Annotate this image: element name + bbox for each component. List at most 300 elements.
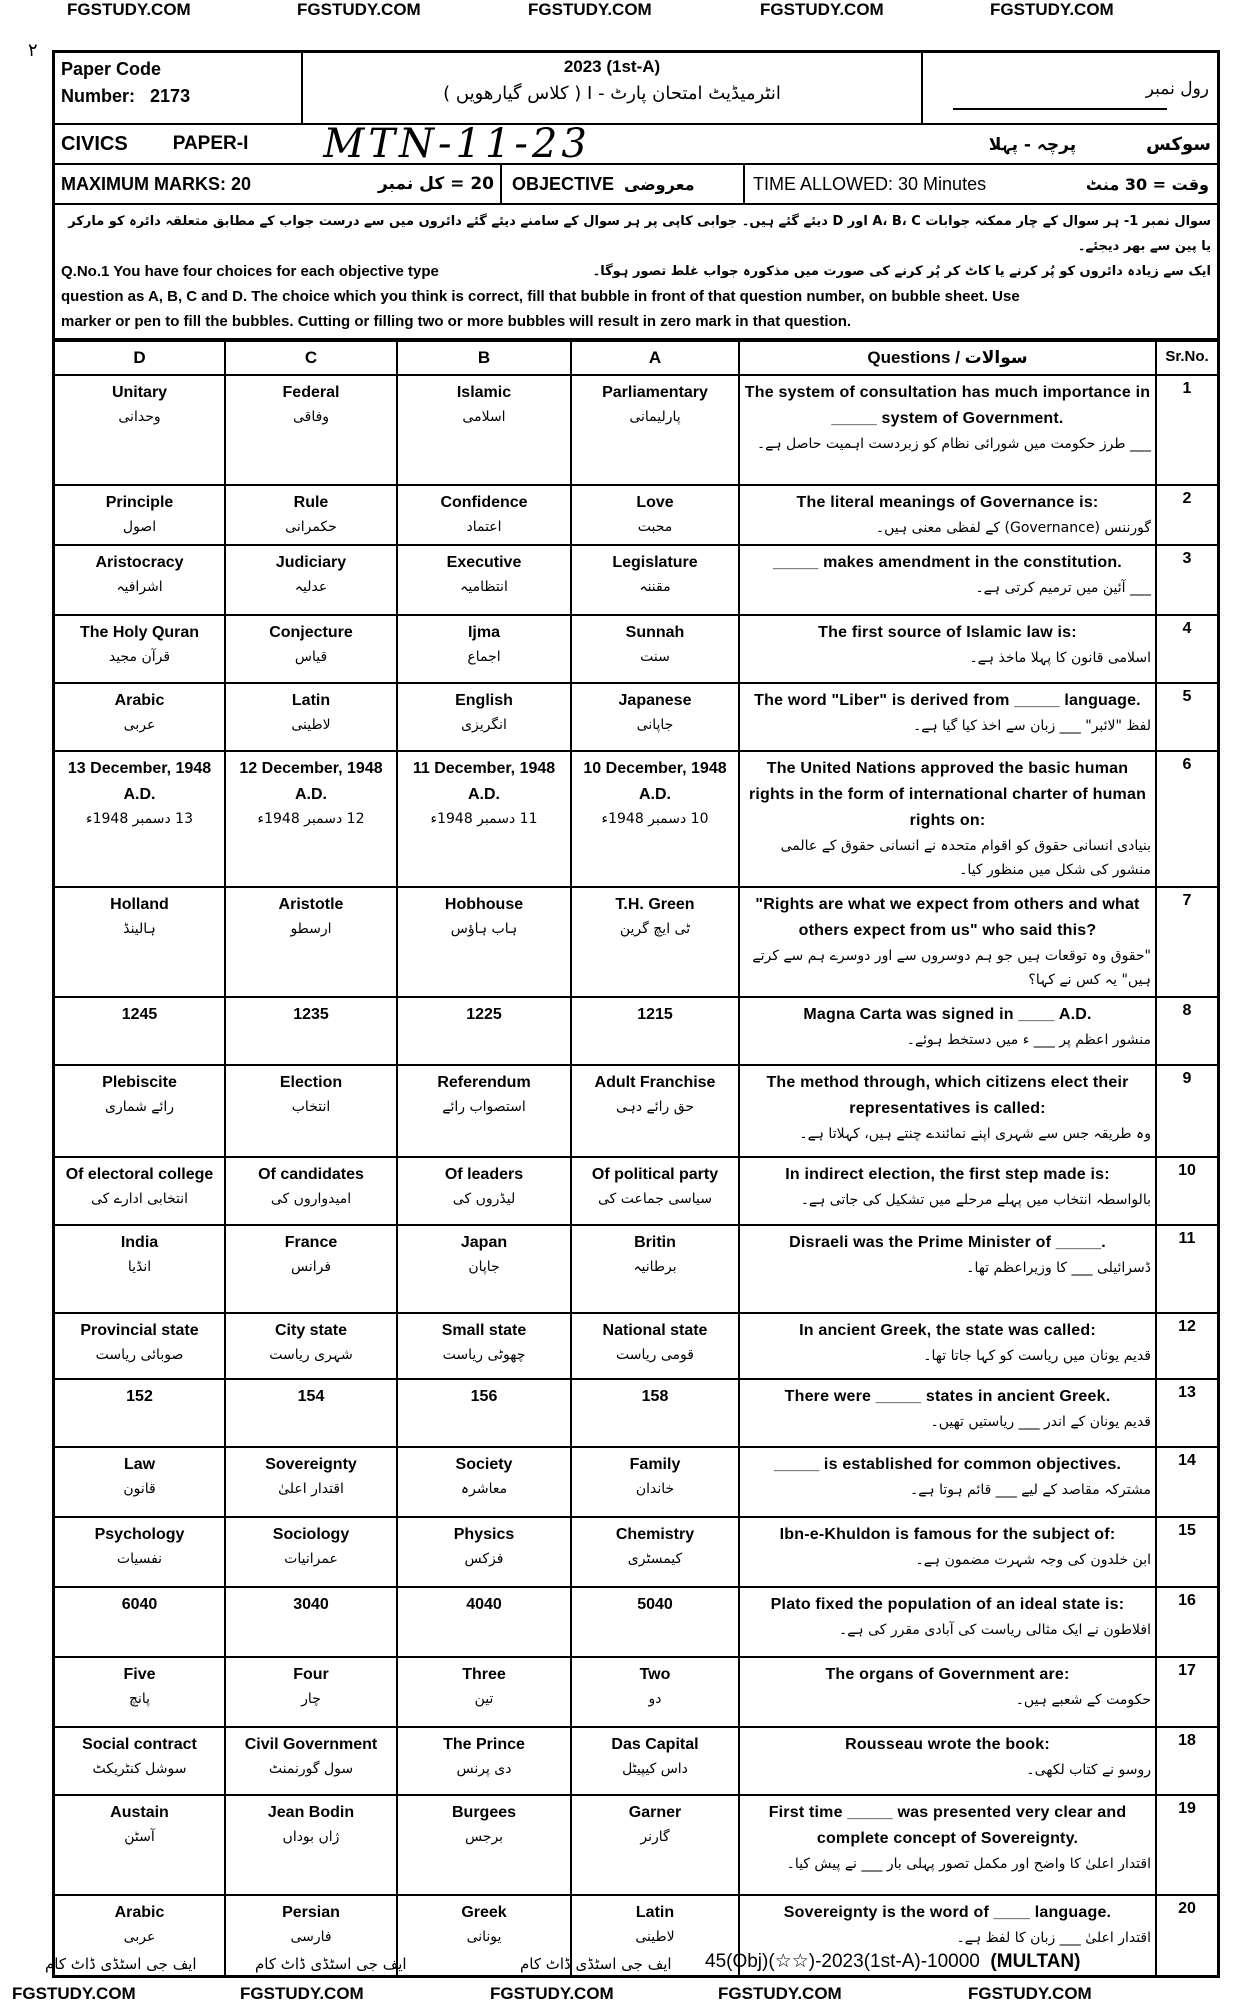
option-d-urdu: عربی xyxy=(123,717,156,733)
option-a-cell xyxy=(571,887,739,997)
option-a-urdu: سنت xyxy=(640,649,670,665)
question-text: The United Nations approved the basic human rights in the form of international charter of human rights on: xyxy=(748,760,1147,829)
table-header-row xyxy=(55,341,1217,375)
option-b-text: Greek xyxy=(461,1904,507,1921)
option-b-text: Of leaders xyxy=(444,1166,524,1183)
option-d-cell xyxy=(55,615,225,683)
option-b-cell xyxy=(397,1447,571,1517)
option-d-text: Of electoral college xyxy=(65,1166,214,1183)
option-a-cell xyxy=(571,1313,739,1379)
option-d-text: 152 xyxy=(126,1388,153,1405)
option-a-text: Love xyxy=(636,494,674,511)
option-a-text: Latin xyxy=(635,1904,675,1921)
option-b-urdu: دی پرنس xyxy=(456,1761,512,1777)
option-d-text: Austain xyxy=(110,1804,169,1821)
option-d-urdu: وحدانی xyxy=(118,409,161,425)
option-a-urdu: خاندان xyxy=(635,1481,675,1497)
option-c-cell xyxy=(225,1727,397,1795)
option-c-urdu: ارسطو xyxy=(290,921,332,937)
option-d-urdu: پانچ xyxy=(128,1691,151,1707)
option-d-text: 13 December, 1948 A.D. xyxy=(67,760,212,803)
option-a-cell xyxy=(571,1447,739,1517)
option-b-cell xyxy=(397,1379,571,1447)
option-b-cell xyxy=(397,1313,571,1379)
question-cell xyxy=(739,1517,1156,1587)
option-a-cell xyxy=(571,1587,739,1657)
exam-title-box xyxy=(303,53,923,123)
option-c-text: 3040 xyxy=(293,1596,329,1613)
paper-urdu: پرچہ - پہلا xyxy=(988,134,1077,155)
option-c-urdu: سول گورنمنٹ xyxy=(268,1761,354,1777)
option-b-urdu: 11 دسمبر 1948ء xyxy=(430,811,538,827)
option-c-urdu: وفاقی xyxy=(292,409,330,425)
serial-number: 2 xyxy=(1156,485,1217,545)
question-text: Magna Carta was signed in ____ A.D. xyxy=(803,1006,1092,1023)
time-urdu: وقت = 30 منٹ xyxy=(1085,174,1209,194)
table-row xyxy=(55,1587,1217,1657)
option-c-cell xyxy=(225,1587,397,1657)
watermark-text: FGSTUDY.COM xyxy=(12,1984,136,2003)
roll-number-field[interactable] xyxy=(953,108,1167,110)
question-cell xyxy=(739,997,1156,1065)
exam-session: 2023 (1st-A) xyxy=(563,57,661,76)
question-text-urdu: حکومت کے شعبے ہیں۔ xyxy=(1015,1692,1151,1708)
option-d-urdu: انتخابی ادارے کی xyxy=(90,1191,189,1207)
option-c-text: Federal xyxy=(282,384,340,401)
option-a-text: Two xyxy=(639,1666,671,1683)
option-a-cell xyxy=(571,683,739,751)
table-row xyxy=(55,1313,1217,1379)
question-text: In indirect election, the first step made is: xyxy=(785,1166,1110,1183)
option-c-urdu: ژاں بوداں xyxy=(282,1829,340,1845)
option-d-text: Aristocracy xyxy=(95,554,184,571)
option-b-cell xyxy=(397,1657,571,1727)
instructions-urdu-2: ایک سے زیادہ دائروں کو پُر کرنے یا کاٹ کر پُر کرنے کی صورت میں مذکورہ جواب غلط تصور ہوگا۔ xyxy=(592,264,1211,279)
option-a-text: 158 xyxy=(641,1388,669,1405)
subject-urdu: سوکس xyxy=(1146,133,1211,155)
question-cell xyxy=(739,1727,1156,1795)
header-row-subject xyxy=(55,121,1217,167)
option-b-cell xyxy=(397,887,571,997)
option-b-urdu: چھوٹی ریاست xyxy=(442,1347,526,1363)
question-text-urdu: بالواسطہ انتخاب میں پہلے مرحلے میں تشکیل کی جاتی ہے۔ xyxy=(800,1192,1151,1208)
instructions-urdu-1: سوال نمبر 1- ہر سوال کے چار ممکنہ جوابات A، B، C اور D دیئے گئے ہیں۔ جوابی کاپی پر ہر سوال کے سامنے دیئے گئے دائروں میں سے درست جواب کے مطابق متعلقہ دائرہ کو مارکر یا پین سے بھر دیجئے۔ xyxy=(68,214,1211,254)
option-b-cell xyxy=(397,751,571,887)
option-a-cell xyxy=(571,545,739,615)
option-a-text: Japanese xyxy=(618,692,692,709)
option-b-cell xyxy=(397,615,571,683)
option-c-cell xyxy=(225,485,397,545)
question-text-urdu: روسو نے کتاب لکھی۔ xyxy=(1026,1762,1151,1778)
option-b-urdu: اسلامی xyxy=(462,409,506,425)
question-text: The first source of Islamic law is: xyxy=(818,624,1077,641)
option-c-text: Conjecture xyxy=(269,624,353,641)
option-b-urdu: ہاب ہاؤس xyxy=(450,921,518,937)
question-text-urdu: بنیادی انسانی حقوق کو اقوام متحدہ نے انسانی حقوق کے عالمی منشور کی شکل میں منظور کیا۔ xyxy=(780,838,1151,878)
watermark-text: FGSTUDY.COM xyxy=(490,1984,614,2003)
option-a-text: Family xyxy=(629,1456,681,1473)
option-b-urdu: انگریزی xyxy=(461,717,507,733)
option-c-text: Persian xyxy=(282,1904,340,1921)
option-a-cell xyxy=(571,1379,739,1447)
option-c-urdu: انتخاب xyxy=(291,1099,331,1115)
option-c-text: Aristotle xyxy=(278,896,344,913)
option-b-cell xyxy=(397,1225,571,1313)
option-c-text: Judiciary xyxy=(275,554,347,571)
table-row xyxy=(55,887,1217,997)
column-header-d: D xyxy=(55,341,225,375)
watermark-text: FGSTUDY.COM xyxy=(718,1984,842,2003)
option-c-cell xyxy=(225,1657,397,1727)
option-d-cell xyxy=(55,751,225,887)
option-c-text: Latin xyxy=(291,692,331,709)
question-text-urdu: لفظ "لائبر" ___ زبان سے اخذ کیا گیا ہے۔ xyxy=(913,718,1151,734)
option-b-text: Three xyxy=(462,1666,506,1683)
option-b-text: Referendum xyxy=(437,1074,531,1091)
watermark-text: FGSTUDY.COM xyxy=(990,0,1114,19)
question-text-urdu: ___ طرز حکومت میں شورائی نظام کو زبردست اہمیت حاصل ہے۔ xyxy=(756,436,1151,452)
option-b-text: English xyxy=(455,692,513,709)
option-d-urdu: ہالینڈ xyxy=(123,921,156,937)
option-a-text: 10 December, 1948 A.D. xyxy=(583,760,727,803)
question-text: The literal meanings of Governance is: xyxy=(796,494,1099,511)
table-row xyxy=(55,1447,1217,1517)
table-row xyxy=(55,751,1217,887)
option-c-text: City state xyxy=(274,1322,348,1339)
option-c-urdu: اقتدار اعلیٰ xyxy=(278,1481,344,1497)
option-c-cell xyxy=(225,375,397,485)
option-b-text: Islamic xyxy=(456,384,512,401)
option-c-urdu: 12 دسمبر 1948ء xyxy=(257,811,365,827)
table-row xyxy=(55,375,1217,485)
question-text: The system of consultation has much importance in _____ system of Government. xyxy=(744,384,1151,427)
option-a-urdu: سیاسی جماعت کی xyxy=(598,1191,712,1207)
question-cell xyxy=(739,751,1156,887)
option-b-text: The Prince xyxy=(443,1736,525,1753)
question-text-urdu: ___ آئین میں ترمیم کرتی ہے۔ xyxy=(975,580,1151,596)
header-row-paper-code xyxy=(55,53,1217,125)
option-c-cell xyxy=(225,1379,397,1447)
option-a-cell xyxy=(571,751,739,887)
question-text-urdu: اقتدار اعلیٰ ___ زبان کا لفظ ہے۔ xyxy=(956,1930,1151,1946)
question-cell xyxy=(739,615,1156,683)
option-a-urdu: 10 دسمبر 1948ء xyxy=(601,811,709,827)
question-text: Sovereignty is the word of ____ language. xyxy=(783,1904,1112,1921)
instructions-english-3: marker or pen to fill the bubbles. Cutting or filling two or more bubbles will result in zero mark in that question. xyxy=(61,313,852,330)
option-c-text: Four xyxy=(293,1666,329,1683)
question-text-urdu: ڈسرائیلی ___ کا وزیراعظم تھا۔ xyxy=(966,1260,1151,1276)
option-d-text: Law xyxy=(123,1456,156,1473)
question-text: _____ makes amendment in the constitution. xyxy=(773,554,1122,571)
serial-number: 4 xyxy=(1156,615,1217,683)
option-b-cell xyxy=(397,683,571,751)
question-text: The method through, which citizens elect their representatives is called: xyxy=(766,1074,1129,1117)
option-c-cell xyxy=(225,1517,397,1587)
watermark-text: FGSTUDY.COM xyxy=(968,1984,1092,2003)
option-d-cell xyxy=(55,1657,225,1727)
option-a-urdu: لاطینی xyxy=(635,1929,675,1945)
table-row xyxy=(55,1225,1217,1313)
question-text-urdu: اقتدار اعلیٰ کا واضح اور مکمل تصور پہلی بار ___ نے پیش کیا۔ xyxy=(786,1856,1151,1872)
option-d-cell xyxy=(55,887,225,997)
handwritten-code: MTN-11-23 xyxy=(323,121,591,167)
option-d-urdu: عربی xyxy=(123,1929,156,1945)
table-row xyxy=(55,1657,1217,1727)
option-d-cell xyxy=(55,1157,225,1225)
option-a-urdu: جاپانی xyxy=(636,717,674,733)
option-a-text: Of political party xyxy=(591,1166,719,1183)
option-d-urdu: قانون xyxy=(123,1481,156,1497)
serial-number: 10 xyxy=(1156,1157,1217,1225)
option-a-urdu: مقننہ xyxy=(639,579,671,595)
question-text-urdu: مشترکہ مقاصد کے لیے ___ قائم ہوتا ہے۔ xyxy=(910,1482,1151,1498)
paper-footer-code xyxy=(705,1950,1080,1973)
option-a-cell xyxy=(571,997,739,1065)
watermark-row-top xyxy=(0,0,1250,24)
option-b-cell xyxy=(397,1517,571,1587)
watermark-row-bottom xyxy=(0,1984,1250,2004)
watermark-text: FGSTUDY.COM xyxy=(297,0,421,19)
instructions xyxy=(55,205,1217,340)
option-d-cell xyxy=(55,1379,225,1447)
table-row xyxy=(55,997,1217,1065)
question-cell xyxy=(739,1587,1156,1657)
option-c-cell xyxy=(225,887,397,997)
table-row xyxy=(55,1379,1217,1447)
table-row xyxy=(55,485,1217,545)
question-text: There were _____ states in ancient Greek. xyxy=(784,1388,1111,1405)
option-a-text: Legislature xyxy=(612,554,698,571)
question-text: Plato fixed the population of an ideal state is: xyxy=(770,1596,1125,1613)
option-d-urdu: نفسیات xyxy=(116,1551,163,1567)
question-text: "Rights are what we expect from others and what others expect from us" who said this? xyxy=(755,896,1140,939)
question-text: _____ is established for common objectives. xyxy=(773,1456,1122,1473)
option-c-cell xyxy=(225,1157,397,1225)
serial-number: 9 xyxy=(1156,1065,1217,1157)
option-d-urdu: صوبائی ریاست xyxy=(95,1347,184,1363)
option-b-text: 1225 xyxy=(466,1006,502,1023)
question-text-urdu: افلاطون نے ایک مثالی ریاست کی آبادی مقرر کی ہے۔ xyxy=(839,1622,1151,1638)
objective-label: OBJECTIVE xyxy=(512,173,615,194)
option-c-text: Sociology xyxy=(272,1526,350,1543)
option-a-urdu: دو xyxy=(648,1691,662,1707)
table-row xyxy=(55,683,1217,751)
option-d-urdu: قرآن مجید xyxy=(108,649,171,665)
question-cell xyxy=(739,1795,1156,1895)
watermark-text: FGSTUDY.COM xyxy=(760,0,884,19)
option-a-cell xyxy=(571,1517,739,1587)
option-c-cell xyxy=(225,751,397,887)
option-b-text: Society xyxy=(455,1456,513,1473)
serial-number: 16 xyxy=(1156,1587,1217,1657)
option-d-text: Holland xyxy=(110,896,169,913)
question-text: Disraeli was the Prime Minister of _____. xyxy=(789,1234,1106,1251)
option-c-text: Sovereignty xyxy=(265,1456,357,1473)
option-d-urdu: رائے شماری xyxy=(104,1099,174,1115)
question-cell xyxy=(739,1225,1156,1313)
serial-number: 8 xyxy=(1156,997,1217,1065)
option-d-cell xyxy=(55,997,225,1065)
question-text: First time _____ was presented very clear and complete concept of Sovereignty. xyxy=(768,1804,1127,1847)
option-b-text: Executive xyxy=(446,554,522,571)
question-text: In ancient Greek, the state was called: xyxy=(799,1322,1096,1339)
option-d-urdu: سوشل کنٹریکٹ xyxy=(92,1761,187,1777)
footer-city: (MULTAN) xyxy=(990,1951,1081,1972)
option-d-text: Principle xyxy=(105,494,174,511)
serial-number: 19 xyxy=(1156,1795,1217,1895)
option-c-cell xyxy=(225,1447,397,1517)
question-text: Rousseau wrote the book: xyxy=(845,1736,1050,1753)
option-b-text: Small state xyxy=(441,1322,527,1339)
table-row xyxy=(55,1727,1217,1795)
serial-number: 12 xyxy=(1156,1313,1217,1379)
serial-number: 1 xyxy=(1156,375,1217,485)
option-d-text: Plebiscite xyxy=(102,1074,177,1091)
option-d-urdu: اصول xyxy=(122,519,157,535)
roll-number-label: رول نمبر xyxy=(1145,79,1209,99)
option-c-cell xyxy=(225,615,397,683)
option-a-text: Britin xyxy=(634,1234,676,1251)
option-a-urdu: قومی ریاست xyxy=(616,1347,694,1363)
serial-number: 11 xyxy=(1156,1225,1217,1313)
column-header-questions: Questions / سوالات xyxy=(739,341,1156,375)
option-b-text: Japan xyxy=(460,1234,508,1251)
option-d-text: Provincial state xyxy=(80,1322,199,1339)
questions-table xyxy=(55,340,1217,1975)
option-c-cell xyxy=(225,1313,397,1379)
serial-number: 6 xyxy=(1156,751,1217,887)
option-a-text: 5040 xyxy=(637,1596,673,1613)
option-a-text: Parliamentary xyxy=(602,384,708,401)
option-d-cell xyxy=(55,1727,225,1795)
table-row xyxy=(55,615,1217,683)
question-cell xyxy=(739,1379,1156,1447)
table-row xyxy=(55,1157,1217,1225)
option-d-cell xyxy=(55,1795,225,1895)
serial-number: 14 xyxy=(1156,1447,1217,1517)
option-b-text: Hobhouse xyxy=(444,896,524,913)
option-d-text: 6040 xyxy=(121,1596,158,1613)
footer-code-suffix: )-2023(1st-A)-10000 xyxy=(808,1951,980,1972)
option-c-text: Of candidates xyxy=(258,1166,364,1183)
option-d-text: Five xyxy=(123,1666,156,1683)
column-header-srno: Sr.No. xyxy=(1156,341,1217,375)
option-d-cell xyxy=(55,485,225,545)
option-b-cell xyxy=(397,545,571,615)
option-d-cell xyxy=(55,1065,225,1157)
option-c-urdu: امیدواروں کی xyxy=(270,1191,352,1207)
option-d-text: Unitary xyxy=(111,384,168,401)
watermark-text: FGSTUDY.COM xyxy=(67,0,191,19)
option-c-cell xyxy=(225,545,397,615)
serial-number: 18 xyxy=(1156,1727,1217,1795)
question-text: Ibn-e-Khuldon is famous for the subject of: xyxy=(779,1526,1116,1543)
option-b-cell xyxy=(397,1157,571,1225)
option-d-urdu: آسٹن xyxy=(124,1829,155,1845)
question-cell xyxy=(739,1065,1156,1157)
option-c-text: 154 xyxy=(297,1388,325,1405)
option-b-text: Physics xyxy=(453,1526,515,1543)
option-b-text: Confidence xyxy=(440,494,528,511)
question-cell xyxy=(739,1313,1156,1379)
option-c-text: Jean Bodin xyxy=(267,1804,355,1821)
objective-urdu: معروضی xyxy=(624,174,695,194)
column-header-c: C xyxy=(225,341,397,375)
header-row-marks xyxy=(55,165,1217,205)
option-c-text: Rule xyxy=(293,494,329,511)
option-a-cell xyxy=(571,1065,739,1157)
option-b-cell xyxy=(397,997,571,1065)
exam-title-urdu: انٹرمیڈیٹ امتحان پارٹ - I ( کلاس گیارھویں ) xyxy=(443,83,781,104)
question-cell xyxy=(739,1157,1156,1225)
option-b-text: 11 December, 1948 A.D. xyxy=(412,760,556,803)
question-text-urdu: قدیم یونان میں ریاست کو کہا جاتا تھا۔ xyxy=(923,1348,1151,1364)
option-b-urdu: یونانی xyxy=(466,1929,502,1945)
option-d-cell xyxy=(55,1517,225,1587)
option-a-cell xyxy=(571,1157,739,1225)
option-a-cell xyxy=(571,1657,739,1727)
option-b-cell xyxy=(397,485,571,545)
serial-number: 17 xyxy=(1156,1657,1217,1727)
table-row xyxy=(55,1795,1217,1895)
footer-urdu-watermark-1: ایف جی اسٹڈی ڈاٹ کام xyxy=(45,1955,197,1973)
option-b-text: Burgees xyxy=(451,1804,517,1821)
option-b-cell xyxy=(397,375,571,485)
option-d-text: Arabic xyxy=(114,1904,165,1921)
question-text-urdu: اسلامی قانون کا پہلا ماخذ ہے۔ xyxy=(969,650,1151,666)
total-marks-urdu: 20 = کل نمبر xyxy=(377,174,494,194)
option-d-urdu: 13 دسمبر 1948ء xyxy=(86,811,193,827)
question-text-urdu: ابن خلدون کی وجہ شہرت مضمون ہے۔ xyxy=(915,1552,1151,1568)
option-a-cell xyxy=(571,485,739,545)
option-a-urdu: پارلیمانی xyxy=(629,409,681,425)
option-a-cell xyxy=(571,615,739,683)
option-a-cell xyxy=(571,1225,739,1313)
max-marks-box xyxy=(55,165,502,203)
table-row xyxy=(55,1517,1217,1587)
option-a-text: Garner xyxy=(628,1804,682,1821)
instructions-english-1: Q.No.1 You have four choices for each objective type xyxy=(61,263,439,280)
paper-code-box xyxy=(55,53,303,123)
option-a-text: National state xyxy=(602,1322,708,1339)
question-cell xyxy=(739,887,1156,997)
option-d-text: 1245 xyxy=(121,1006,158,1023)
option-d-cell xyxy=(55,375,225,485)
question-text: The word "Liber" is derived from _____ language. xyxy=(754,692,1141,709)
objective-box xyxy=(502,165,745,203)
question-text-urdu: وہ طریقہ جس سے شہری اپنے نمائندے چنتے ہیں، کہلاتا ہے۔ xyxy=(799,1126,1151,1142)
option-b-cell xyxy=(397,1587,571,1657)
option-d-cell xyxy=(55,1313,225,1379)
question-text: The organs of Government are: xyxy=(825,1666,1070,1683)
option-c-urdu: عمرانیات xyxy=(284,1551,338,1567)
serial-number: 7 xyxy=(1156,887,1217,997)
option-b-urdu: برجس xyxy=(464,1829,504,1845)
number-label: Number: xyxy=(61,86,136,106)
option-a-urdu: داس کیپیٹل xyxy=(622,1761,688,1777)
option-a-cell xyxy=(571,1727,739,1795)
question-cell xyxy=(739,1657,1156,1727)
option-b-urdu: استصواب رائے xyxy=(442,1099,526,1115)
option-b-cell xyxy=(397,1065,571,1157)
paper-name: PAPER-I xyxy=(172,133,249,154)
option-c-text: 12 December, 1948 A.D. xyxy=(239,760,383,803)
option-c-urdu: چار xyxy=(301,1691,321,1707)
question-cell xyxy=(739,375,1156,485)
serial-number: 15 xyxy=(1156,1517,1217,1587)
option-a-text: Adult Franchise xyxy=(594,1074,716,1091)
option-a-urdu: حق رائے دہی xyxy=(615,1099,695,1115)
